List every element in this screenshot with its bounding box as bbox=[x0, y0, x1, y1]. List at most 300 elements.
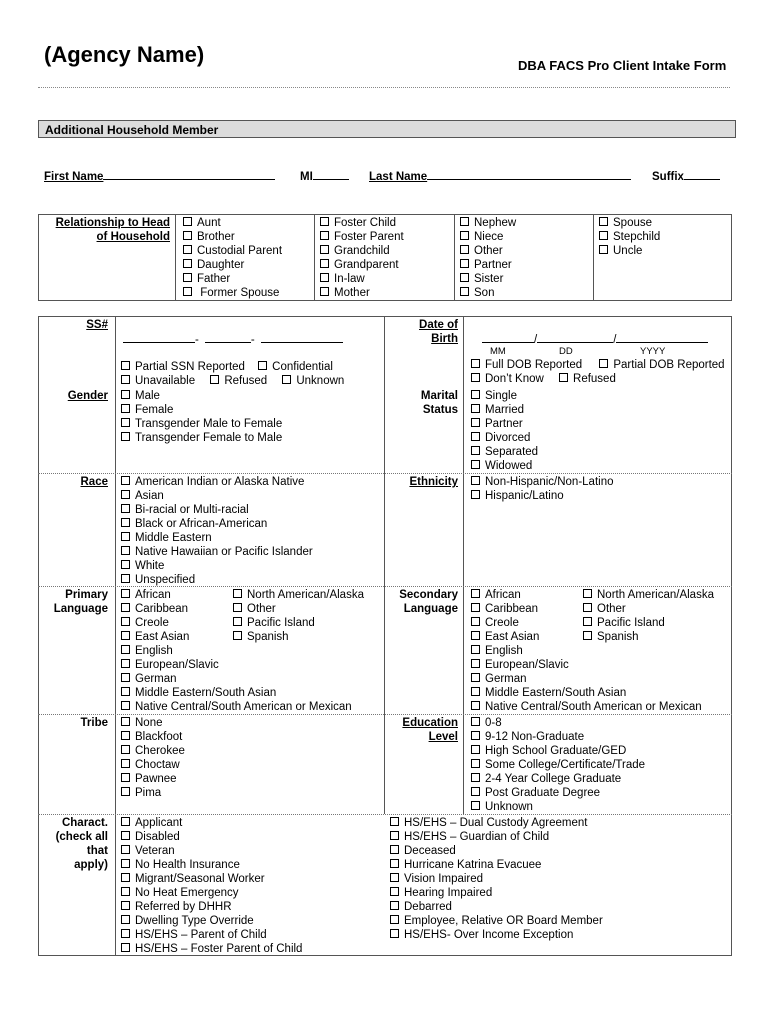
relationship-option[interactable] bbox=[320, 244, 404, 258]
marital-option[interactable] bbox=[471, 431, 538, 445]
relationship-option-label: Father bbox=[197, 273, 231, 285]
secondary-language-option[interactable] bbox=[471, 686, 702, 700]
checkbox-icon[interactable] bbox=[460, 259, 469, 268]
checkbox-icon[interactable] bbox=[233, 631, 242, 640]
education-option[interactable] bbox=[471, 730, 645, 744]
checkbox-icon[interactable] bbox=[471, 446, 480, 455]
characteristic-option[interactable] bbox=[390, 886, 603, 900]
characteristic-option[interactable] bbox=[121, 942, 302, 956]
marital-label: Marital Status bbox=[420, 390, 458, 416]
race-option-label: American Indian or Alaska Native bbox=[135, 476, 305, 488]
checkbox-icon[interactable] bbox=[233, 589, 242, 598]
checkbox-icon[interactable] bbox=[183, 259, 192, 268]
dob-options-row2 bbox=[471, 372, 616, 386]
education-options bbox=[471, 716, 645, 814]
checkbox-icon[interactable] bbox=[121, 859, 130, 868]
suffix-field[interactable] bbox=[652, 169, 720, 183]
primary-language-option[interactable] bbox=[233, 602, 364, 616]
characteristic-option-label: Migrant/Seasonal Worker bbox=[135, 873, 265, 885]
relationship-option[interactable] bbox=[183, 272, 282, 286]
characteristic-option[interactable] bbox=[390, 816, 603, 830]
checkbox-icon[interactable] bbox=[121, 929, 130, 938]
secondary-language-option-label: European/Slavic bbox=[485, 659, 569, 671]
marital-option-label: Widowed bbox=[485, 460, 533, 472]
checkbox-icon[interactable] bbox=[471, 390, 480, 399]
tribe-option-label: Blackfoot bbox=[135, 731, 183, 743]
education-option[interactable] bbox=[471, 758, 645, 772]
mi-line[interactable] bbox=[313, 169, 349, 180]
checkbox-icon[interactable] bbox=[121, 490, 130, 499]
characteristic-option-label: HS/EHS – Dual Custody Agreement bbox=[404, 817, 588, 829]
checkbox-icon[interactable] bbox=[121, 673, 130, 682]
checkbox-icon[interactable] bbox=[390, 929, 399, 938]
checkbox-icon[interactable] bbox=[460, 287, 469, 296]
checkbox-icon[interactable] bbox=[121, 476, 130, 485]
checkbox-icon[interactable] bbox=[320, 259, 329, 268]
checkbox-icon[interactable] bbox=[121, 589, 130, 598]
relationship-option-label: Niece bbox=[474, 231, 504, 243]
checkbox-icon[interactable] bbox=[471, 701, 480, 710]
marital-option[interactable] bbox=[471, 403, 538, 417]
row-divider bbox=[38, 814, 732, 815]
primary-language-option-label: Spanish bbox=[247, 631, 289, 643]
checkbox-icon[interactable] bbox=[471, 460, 480, 469]
characteristic-option[interactable] bbox=[390, 900, 603, 914]
relationship-option[interactable] bbox=[460, 272, 516, 286]
characteristic-option[interactable] bbox=[390, 830, 603, 844]
header-divider bbox=[38, 87, 730, 88]
checkbox-icon[interactable] bbox=[471, 404, 480, 413]
checkbox-icon[interactable] bbox=[121, 817, 130, 826]
checkbox-icon[interactable] bbox=[559, 373, 568, 382]
checkbox-icon[interactable] bbox=[390, 901, 399, 910]
checkbox-icon[interactable] bbox=[471, 589, 480, 598]
checkbox-icon[interactable] bbox=[460, 245, 469, 254]
relationship-option[interactable] bbox=[320, 286, 404, 300]
tribe-option[interactable] bbox=[121, 730, 185, 744]
characteristic-option[interactable] bbox=[121, 928, 302, 942]
checkbox-icon[interactable] bbox=[121, 701, 130, 710]
dob-label: Date of Birth bbox=[419, 319, 458, 345]
primary-language-option[interactable] bbox=[233, 630, 364, 644]
checkbox-icon[interactable] bbox=[471, 631, 480, 640]
checkbox-icon[interactable] bbox=[121, 361, 130, 370]
education-option[interactable] bbox=[471, 772, 645, 786]
characteristic-option[interactable] bbox=[121, 816, 302, 830]
first-name-line[interactable] bbox=[103, 169, 275, 180]
marital-option[interactable] bbox=[471, 417, 538, 431]
checkbox-icon[interactable] bbox=[471, 673, 480, 682]
checkbox-icon[interactable] bbox=[121, 659, 130, 668]
ssn-options-row2 bbox=[121, 374, 344, 388]
checkbox-icon[interactable] bbox=[121, 418, 130, 427]
characteristic-option[interactable] bbox=[390, 858, 603, 872]
checkbox-icon[interactable] bbox=[121, 943, 130, 952]
checkbox-icon[interactable] bbox=[121, 845, 130, 854]
marital-option-label: Divorced bbox=[485, 432, 531, 444]
suffix-line[interactable] bbox=[684, 169, 720, 180]
checkbox-icon[interactable] bbox=[320, 217, 329, 226]
dob-mm: MM bbox=[490, 346, 506, 357]
checkbox-icon[interactable] bbox=[121, 645, 130, 654]
primary-language-option-label: Other bbox=[247, 603, 276, 615]
ethnicity-option[interactable] bbox=[471, 489, 613, 503]
checkbox-icon[interactable] bbox=[471, 745, 480, 754]
relationship-option[interactable] bbox=[183, 258, 282, 272]
checkbox-icon[interactable] bbox=[183, 231, 192, 240]
checkbox-icon[interactable] bbox=[121, 687, 130, 696]
primary-language-col2 bbox=[233, 588, 364, 644]
gender-option-label: Male bbox=[135, 390, 160, 402]
characteristic-option[interactable] bbox=[121, 914, 302, 928]
characteristic-option[interactable] bbox=[390, 928, 603, 942]
checkbox-icon[interactable] bbox=[121, 546, 130, 555]
checkbox-icon[interactable] bbox=[471, 773, 480, 782]
gender-option-label: Transgender Male to Female bbox=[135, 418, 283, 430]
secondary-language-option-label: Native Central/South American or Mexican bbox=[485, 701, 702, 713]
characteristic-option[interactable] bbox=[390, 914, 603, 928]
primary-language-option-label: East Asian bbox=[135, 631, 190, 643]
race-option[interactable] bbox=[121, 489, 313, 503]
primary-language-option[interactable] bbox=[233, 616, 364, 630]
tribe-option[interactable] bbox=[121, 786, 185, 800]
relationship-option[interactable] bbox=[183, 286, 282, 300]
checkbox-icon[interactable] bbox=[121, 745, 130, 754]
gender-option[interactable] bbox=[121, 389, 282, 403]
checkbox-icon[interactable] bbox=[121, 617, 130, 626]
race-option-label: Middle Eastern bbox=[135, 532, 212, 544]
dob-input[interactable]: / / bbox=[482, 332, 708, 346]
checkbox-icon[interactable] bbox=[599, 217, 608, 226]
mi-label: MI bbox=[300, 171, 313, 183]
rel-divider bbox=[314, 214, 315, 301]
agency-name: (Agency Name) bbox=[44, 42, 205, 67]
characteristic-option-label: Veteran bbox=[135, 845, 175, 857]
checkbox-icon[interactable] bbox=[121, 731, 130, 740]
form-title: DBA FACS Pro Client Intake Form bbox=[518, 58, 727, 73]
characteristic-option[interactable] bbox=[390, 844, 603, 858]
checkbox-icon[interactable] bbox=[320, 231, 329, 240]
checkbox-icon[interactable] bbox=[471, 645, 480, 654]
checkbox-icon[interactable] bbox=[121, 560, 130, 569]
primary-language-option-label: Pacific Island bbox=[247, 617, 315, 629]
marital-option-label: Single bbox=[485, 390, 517, 402]
primary-language-option[interactable] bbox=[121, 700, 352, 714]
relationship-option[interactable] bbox=[320, 272, 404, 286]
primary-language-option[interactable] bbox=[121, 644, 352, 658]
gender-label: Gender bbox=[67, 390, 108, 402]
secondary-language-option-label: Spanish bbox=[597, 631, 639, 643]
checkbox-icon[interactable] bbox=[121, 831, 130, 840]
tribe-option[interactable] bbox=[121, 772, 185, 786]
relationship-option-label: Grandparent bbox=[334, 259, 399, 271]
checkbox-icon[interactable] bbox=[471, 687, 480, 696]
race-label: Race bbox=[80, 476, 108, 488]
mi-field[interactable] bbox=[300, 169, 349, 183]
checkbox-icon[interactable] bbox=[390, 817, 399, 826]
race-option-label: Bi-racial or Multi-racial bbox=[135, 504, 249, 516]
relationship-option[interactable] bbox=[320, 216, 404, 230]
checkbox-icon[interactable] bbox=[460, 217, 469, 226]
characteristic-option-label: Vision Impaired bbox=[404, 873, 484, 885]
checkbox-icon[interactable] bbox=[121, 887, 130, 896]
secondary-language-option-label: Pacific Island bbox=[597, 617, 665, 629]
education-option[interactable] bbox=[471, 800, 645, 814]
checkbox-icon[interactable] bbox=[471, 787, 480, 796]
tribe-option[interactable] bbox=[121, 744, 185, 758]
last-name-line[interactable] bbox=[427, 169, 631, 180]
checkbox-icon[interactable] bbox=[390, 873, 399, 882]
ethnicity-option[interactable] bbox=[471, 475, 613, 489]
checkbox-icon[interactable] bbox=[599, 245, 608, 254]
marital-option-label: Separated bbox=[485, 446, 539, 458]
education-option[interactable] bbox=[471, 786, 645, 800]
relationship-option-label: Grandchild bbox=[334, 245, 390, 257]
checkbox-icon[interactable] bbox=[233, 603, 242, 612]
relationship-label: Relationship to Head of Household bbox=[55, 217, 170, 243]
primary-language-option-label: German bbox=[135, 673, 177, 685]
primary-language-option[interactable] bbox=[233, 588, 364, 602]
race-option[interactable] bbox=[121, 573, 313, 587]
secondary-language-option[interactable] bbox=[471, 658, 702, 672]
relationship-option-label: Nephew bbox=[474, 217, 517, 229]
ssn-options-row1 bbox=[121, 360, 333, 374]
checkbox-icon[interactable] bbox=[471, 476, 480, 485]
characteristic-option[interactable] bbox=[390, 872, 603, 886]
relationship-option-label: Aunt bbox=[197, 217, 221, 229]
relationship-option[interactable] bbox=[460, 286, 516, 300]
education-option[interactable] bbox=[471, 744, 645, 758]
gender-options bbox=[121, 389, 282, 445]
tribe-option-label: Cherokee bbox=[135, 745, 185, 757]
checkbox-icon[interactable] bbox=[471, 373, 480, 382]
checkbox-icon[interactable] bbox=[471, 759, 480, 768]
checkbox-icon[interactable] bbox=[320, 273, 329, 282]
checkbox-icon[interactable] bbox=[320, 287, 329, 296]
characteristic-option[interactable] bbox=[121, 886, 302, 900]
characteristic-option-label: HS/EHS – Guardian of Child bbox=[404, 831, 550, 843]
checkbox-icon[interactable] bbox=[471, 432, 480, 441]
relationship-option[interactable] bbox=[599, 244, 660, 258]
secondary-language-option-label: Other bbox=[597, 603, 626, 615]
ssn-option[interactable]: Confidential bbox=[258, 361, 333, 373]
checkbox-icon[interactable] bbox=[121, 873, 130, 882]
race-option[interactable] bbox=[121, 517, 313, 531]
relationship-option-label: Foster Parent bbox=[334, 231, 404, 243]
gender-option[interactable] bbox=[121, 431, 282, 445]
marital-option[interactable] bbox=[471, 389, 538, 403]
checkbox-icon[interactable] bbox=[258, 361, 267, 370]
checkbox-icon[interactable] bbox=[471, 801, 480, 810]
checkbox-icon[interactable] bbox=[210, 375, 219, 384]
ssn-label: SS# bbox=[86, 319, 108, 331]
characteristic-option[interactable] bbox=[121, 858, 302, 872]
marital-option[interactable] bbox=[471, 445, 538, 459]
checkbox-icon[interactable] bbox=[121, 574, 130, 583]
characteristic-option[interactable] bbox=[121, 872, 302, 886]
checkbox-icon[interactable] bbox=[183, 245, 192, 254]
race-option[interactable] bbox=[121, 545, 313, 559]
checkbox-icon[interactable] bbox=[121, 631, 130, 640]
secondary-language-option[interactable] bbox=[583, 588, 714, 602]
secondary-language-option[interactable] bbox=[471, 672, 702, 686]
checkbox-icon[interactable] bbox=[121, 518, 130, 527]
gender-option[interactable] bbox=[121, 417, 282, 431]
gender-option-label: Female bbox=[135, 404, 174, 416]
checkbox-icon[interactable] bbox=[460, 273, 469, 282]
first-name-field[interactable] bbox=[44, 169, 275, 183]
checkbox-icon[interactable] bbox=[390, 915, 399, 924]
checkbox-icon[interactable] bbox=[183, 287, 192, 296]
relationship-option[interactable] bbox=[460, 230, 516, 244]
race-option[interactable] bbox=[121, 559, 313, 573]
tribe-option[interactable] bbox=[121, 758, 185, 772]
checkbox-icon[interactable] bbox=[471, 603, 480, 612]
checkbox-icon[interactable] bbox=[599, 359, 608, 368]
checkbox-icon[interactable] bbox=[121, 532, 130, 541]
checkbox-icon[interactable] bbox=[183, 217, 192, 226]
checkbox-icon[interactable] bbox=[121, 915, 130, 924]
checkbox-icon[interactable] bbox=[320, 245, 329, 254]
checkbox-icon[interactable] bbox=[121, 504, 130, 513]
relationship-option[interactable] bbox=[460, 216, 516, 230]
relationship-option[interactable] bbox=[320, 258, 404, 272]
checkbox-icon[interactable] bbox=[121, 717, 130, 726]
race-option[interactable] bbox=[121, 475, 313, 489]
checkbox-icon[interactable] bbox=[121, 787, 130, 796]
checkbox-icon[interactable] bbox=[121, 603, 130, 612]
secondary-language-option[interactable] bbox=[471, 644, 702, 658]
race-option[interactable] bbox=[121, 531, 313, 545]
relationship-option[interactable] bbox=[183, 244, 282, 258]
primary-language-option[interactable] bbox=[121, 658, 352, 672]
ssn-input[interactable]: - - bbox=[123, 332, 343, 346]
checkbox-icon[interactable] bbox=[282, 375, 291, 384]
race-option-label: Unspecified bbox=[135, 574, 196, 586]
characteristic-option-label: Hurricane Katrina Evacuee bbox=[404, 859, 542, 871]
checkbox-icon[interactable] bbox=[121, 375, 130, 384]
characteristic-option-label: Debarred bbox=[404, 901, 452, 913]
secondary-language-option[interactable] bbox=[583, 630, 714, 644]
checkbox-icon[interactable] bbox=[583, 617, 592, 626]
dob-yyyy: YYYY bbox=[640, 346, 666, 357]
checkbox-icon[interactable] bbox=[183, 273, 192, 282]
ssn-option[interactable]: Unknown bbox=[282, 375, 344, 387]
relationship-option[interactable] bbox=[183, 216, 282, 230]
relationship-option[interactable] bbox=[460, 258, 516, 272]
primary-language-label: Primary Language bbox=[53, 589, 108, 615]
relationship-option-label: Sister bbox=[474, 273, 504, 285]
marital-option[interactable] bbox=[471, 459, 538, 473]
secondary-language-option-label: Creole bbox=[485, 617, 519, 629]
last-name-field[interactable] bbox=[369, 169, 631, 183]
checkbox-icon[interactable] bbox=[390, 859, 399, 868]
relationship-option-label: Brother bbox=[197, 231, 235, 243]
checkbox-icon[interactable] bbox=[460, 231, 469, 240]
dob-options-row1 bbox=[471, 358, 725, 372]
checkbox-icon[interactable] bbox=[121, 390, 130, 399]
checkbox-icon[interactable] bbox=[390, 831, 399, 840]
checkbox-icon[interactable] bbox=[121, 901, 130, 910]
relationship-option[interactable] bbox=[183, 230, 282, 244]
relationship-option-label: Custodial Parent bbox=[197, 245, 283, 257]
education-option-label: 0-8 bbox=[485, 717, 502, 729]
characteristic-option[interactable] bbox=[121, 830, 302, 844]
relationship-option[interactable] bbox=[460, 244, 516, 258]
relationship-option-label: Foster Child bbox=[334, 217, 396, 229]
characteristic-option-label: Applicant bbox=[135, 817, 183, 829]
checkbox-icon[interactable] bbox=[471, 617, 480, 626]
dob-option[interactable]: Full DOB Reported bbox=[471, 359, 582, 371]
race-option[interactable] bbox=[121, 503, 313, 517]
characteristics-label: Charact. (check all that apply) bbox=[55, 817, 108, 871]
checkbox-icon[interactable] bbox=[471, 717, 480, 726]
checkbox-icon[interactable] bbox=[121, 432, 130, 441]
secondary-language-option[interactable] bbox=[471, 700, 702, 714]
ssn-option[interactable]: Partial SSN Reported bbox=[121, 361, 245, 373]
ssn-option[interactable]: Refused bbox=[210, 375, 267, 387]
checkbox-icon[interactable] bbox=[583, 589, 592, 598]
race-option-label: Native Hawaiian or Pacific Islander bbox=[135, 546, 313, 558]
tribe-option-label: None bbox=[135, 717, 163, 729]
secondary-language-option-label: English bbox=[485, 645, 523, 657]
relationship-option-label: Mother bbox=[334, 287, 370, 299]
secondary-language-option-label: German bbox=[485, 673, 527, 685]
dob-option[interactable]: Don’t Know bbox=[471, 373, 544, 385]
relationship-option[interactable] bbox=[320, 230, 404, 244]
dob-option[interactable]: Partial DOB Reported bbox=[599, 359, 724, 371]
secondary-language-option-label: East Asian bbox=[485, 631, 540, 643]
checkbox-icon[interactable] bbox=[471, 490, 480, 499]
education-option[interactable] bbox=[471, 716, 645, 730]
checkbox-icon[interactable] bbox=[121, 759, 130, 768]
checkbox-icon[interactable] bbox=[233, 617, 242, 626]
relationship-option-label: Other bbox=[474, 245, 503, 257]
gender-option[interactable] bbox=[121, 403, 282, 417]
checkbox-icon[interactable] bbox=[471, 659, 480, 668]
primary-language-option[interactable] bbox=[121, 686, 352, 700]
characteristic-option[interactable] bbox=[121, 900, 302, 914]
marital-option-label: Married bbox=[485, 404, 524, 416]
checkbox-icon[interactable] bbox=[471, 359, 480, 368]
checkbox-icon[interactable] bbox=[471, 418, 480, 427]
rel-divider bbox=[454, 214, 455, 301]
checkbox-icon[interactable] bbox=[121, 773, 130, 782]
checkbox-icon[interactable] bbox=[390, 845, 399, 854]
tribe-option[interactable] bbox=[121, 716, 185, 730]
checkbox-icon[interactable] bbox=[583, 603, 592, 612]
checkbox-icon[interactable] bbox=[390, 887, 399, 896]
rel-col-2 bbox=[320, 216, 404, 300]
secondary-language-option[interactable] bbox=[583, 602, 714, 616]
primary-language-option-label: Middle Eastern/South Asian bbox=[135, 687, 277, 699]
rel-divider bbox=[175, 214, 176, 301]
relationship-option[interactable] bbox=[599, 216, 660, 230]
primary-language-option[interactable] bbox=[121, 672, 352, 686]
ethnicity-label: Ethnicity bbox=[409, 476, 458, 488]
dob-option[interactable]: Refused bbox=[559, 373, 616, 385]
relationship-option[interactable] bbox=[599, 230, 660, 244]
checkbox-icon[interactable] bbox=[121, 404, 130, 413]
ssn-option[interactable]: Unavailable bbox=[121, 375, 195, 387]
checkbox-icon[interactable] bbox=[471, 731, 480, 740]
section-header bbox=[38, 120, 736, 138]
characteristic-option[interactable] bbox=[121, 844, 302, 858]
primary-language-option-label: Native Central/South American or Mexican bbox=[135, 701, 352, 713]
checkbox-icon[interactable] bbox=[599, 231, 608, 240]
secondary-language-option[interactable] bbox=[583, 616, 714, 630]
checkbox-icon[interactable] bbox=[583, 631, 592, 640]
